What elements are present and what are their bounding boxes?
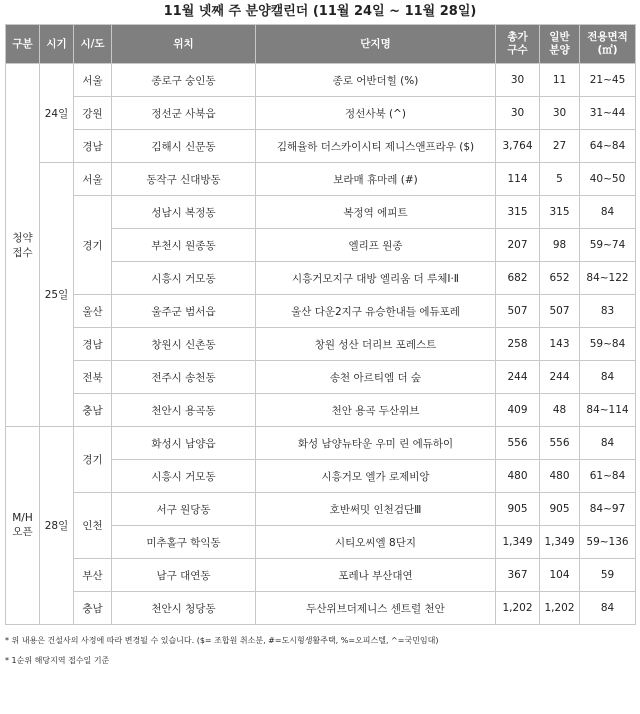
group-subscription-line1: 청약 [12, 232, 33, 244]
general-sale-cell: 48 [540, 394, 580, 427]
header-area-line1: 전용면적 [587, 31, 628, 43]
area-cell: 21~45 [580, 64, 636, 97]
group-subscription [6, 64, 40, 427]
area-cell: 84 [580, 361, 636, 394]
total-units-cell: 315 [496, 196, 540, 229]
location-cell: 전주시 송천동 [112, 361, 256, 394]
general-sale-cell: 652 [540, 262, 580, 295]
total-units-cell: 114 [496, 163, 540, 196]
header-area [580, 25, 636, 64]
header-period: 시기 [40, 25, 74, 64]
total-units-cell: 480 [496, 460, 540, 493]
period-28: 28일 [40, 427, 74, 625]
footnote-legend: * 위 내용은 건설사의 사정에 따라 변경될 수 있습니다. ($= 조합원 취소분, #=도시형생활주택, %=오피스텔, ^=국민임대) [5, 636, 439, 645]
location-cell: 서구 원당동 [112, 493, 256, 526]
region-cell: 전북 [74, 361, 112, 394]
complex-cell: 정선사북 (^) [256, 97, 496, 130]
footnotes [5, 631, 640, 671]
table-row [6, 130, 636, 163]
area-cell: 84~114 [580, 394, 636, 427]
general-sale-cell: 480 [540, 460, 580, 493]
general-sale-cell: 1,202 [540, 592, 580, 625]
complex-cell: 송천 아르티엠 더 숲 [256, 361, 496, 394]
location-cell: 미추홀구 학익동 [112, 526, 256, 559]
region-cell: 경남 [74, 328, 112, 361]
area-cell: 40~50 [580, 163, 636, 196]
total-units-cell: 905 [496, 493, 540, 526]
general-sale-cell: 315 [540, 196, 580, 229]
complex-cell: 호반써밋 인천검단Ⅲ [256, 493, 496, 526]
period-24: 24일 [40, 64, 74, 163]
general-sale-cell: 1,349 [540, 526, 580, 559]
area-cell: 83 [580, 295, 636, 328]
table-row [6, 361, 636, 394]
general-sale-cell: 27 [540, 130, 580, 163]
area-cell: 84 [580, 592, 636, 625]
general-sale-cell: 104 [540, 559, 580, 592]
header-general-sale-line1: 일반 [549, 31, 570, 43]
header-complex: 단지명 [256, 25, 496, 64]
area-cell: 84 [580, 196, 636, 229]
region-cell: 경기 [74, 196, 112, 295]
region-cell: 충남 [74, 394, 112, 427]
general-sale-cell: 507 [540, 295, 580, 328]
complex-cell: 시흥거모지구 대방 엘리움 더 루체Ⅰ·Ⅱ [256, 262, 496, 295]
period-25: 25일 [40, 163, 74, 427]
complex-cell: 엘리프 원종 [256, 229, 496, 262]
location-cell: 천안시 용곡동 [112, 394, 256, 427]
header-area-line2: (㎡) [597, 44, 618, 56]
location-cell: 남구 대연동 [112, 559, 256, 592]
total-units-cell: 1,349 [496, 526, 540, 559]
total-units-cell: 367 [496, 559, 540, 592]
general-sale-cell: 244 [540, 361, 580, 394]
area-cell: 64~84 [580, 130, 636, 163]
table-row [6, 592, 636, 625]
header-general-sale-line2: 분양 [549, 44, 570, 56]
location-cell: 천안시 청당동 [112, 592, 256, 625]
schedule-table [5, 24, 636, 625]
complex-cell: 울산 다운2지구 유승한내들 에듀포레 [256, 295, 496, 328]
complex-cell: 시흥거모 엘가 로제비앙 [256, 460, 496, 493]
header-category: 구분 [6, 25, 40, 64]
region-cell: 인천 [74, 493, 112, 559]
location-cell: 시흥시 거모동 [112, 262, 256, 295]
complex-cell: 김해율하 더스카이시티 제니스앤프라우 ($) [256, 130, 496, 163]
group-mh-line2: 오픈 [12, 526, 33, 538]
location-cell: 동작구 신대방동 [112, 163, 256, 196]
region-cell: 경기 [74, 427, 112, 493]
header-total-units-line1: 총가 [507, 31, 528, 43]
region-cell: 울산 [74, 295, 112, 328]
header-total-units-line2: 구수 [507, 44, 528, 56]
area-cell: 84 [580, 427, 636, 460]
total-units-cell: 30 [496, 97, 540, 130]
area-cell: 84~97 [580, 493, 636, 526]
table-row [6, 559, 636, 592]
general-sale-cell: 30 [540, 97, 580, 130]
header-total-units [496, 25, 540, 64]
header-general-sale [540, 25, 580, 64]
region-cell: 경남 [74, 130, 112, 163]
region-cell: 강원 [74, 97, 112, 130]
total-units-cell: 1,202 [496, 592, 540, 625]
region-cell: 부산 [74, 559, 112, 592]
area-cell: 61~84 [580, 460, 636, 493]
location-cell: 성남시 복정동 [112, 196, 256, 229]
area-cell: 59 [580, 559, 636, 592]
general-sale-cell: 905 [540, 493, 580, 526]
footnote-basis: * 1순위 해당지역 접수일 기준 [5, 656, 110, 665]
table-row [6, 97, 636, 130]
total-units-cell: 207 [496, 229, 540, 262]
area-cell: 59~136 [580, 526, 636, 559]
table-row [6, 295, 636, 328]
complex-cell: 시티오씨엘 8단지 [256, 526, 496, 559]
group-mh-open [6, 427, 40, 625]
total-units-cell: 682 [496, 262, 540, 295]
general-sale-cell: 98 [540, 229, 580, 262]
total-units-cell: 244 [496, 361, 540, 394]
area-cell: 84~122 [580, 262, 636, 295]
total-units-cell: 3,764 [496, 130, 540, 163]
table-row [6, 493, 636, 526]
general-sale-cell: 11 [540, 64, 580, 97]
location-cell: 부천시 원종동 [112, 229, 256, 262]
table-row [6, 196, 636, 229]
table-row [6, 163, 636, 196]
region-cell: 서울 [74, 163, 112, 196]
location-cell: 창원시 신촌동 [112, 328, 256, 361]
complex-cell: 화성 남양뉴타운 우미 린 에듀하이 [256, 427, 496, 460]
area-cell: 59~74 [580, 229, 636, 262]
general-sale-cell: 5 [540, 163, 580, 196]
table-row [6, 64, 636, 97]
complex-cell: 보라매 휴마레 (#) [256, 163, 496, 196]
total-units-cell: 556 [496, 427, 540, 460]
total-units-cell: 30 [496, 64, 540, 97]
table-row [6, 328, 636, 361]
table-row [6, 427, 636, 460]
complex-cell: 두산위브더제니스 센트럴 천안 [256, 592, 496, 625]
total-units-cell: 507 [496, 295, 540, 328]
table-row [6, 394, 636, 427]
general-sale-cell: 556 [540, 427, 580, 460]
location-cell: 김해시 신문동 [112, 130, 256, 163]
location-cell: 종로구 숭인동 [112, 64, 256, 97]
area-cell: 59~84 [580, 328, 636, 361]
complex-cell: 천안 용곡 두산위브 [256, 394, 496, 427]
total-units-cell: 409 [496, 394, 540, 427]
header-region: 시/도 [74, 25, 112, 64]
complex-cell: 포레나 부산대연 [256, 559, 496, 592]
complex-cell: 종로 어반더힐 (%) [256, 64, 496, 97]
group-subscription-line2: 접수 [12, 247, 33, 259]
region-cell: 충남 [74, 592, 112, 625]
location-cell: 울주군 범서읍 [112, 295, 256, 328]
region-cell: 서울 [74, 64, 112, 97]
total-units-cell: 258 [496, 328, 540, 361]
general-sale-cell: 143 [540, 328, 580, 361]
area-cell: 31~44 [580, 97, 636, 130]
group-mh-line1: M/H [12, 512, 33, 524]
header-row [6, 25, 636, 64]
complex-cell: 복정역 에피트 [256, 196, 496, 229]
header-location: 위치 [112, 25, 256, 64]
page-title: 11월 넷째 주 분양캘린더 (11월 24일 ~ 11월 28일) [163, 4, 477, 19]
location-cell: 정선군 사북읍 [112, 97, 256, 130]
complex-cell: 창원 성산 더리브 포레스트 [256, 328, 496, 361]
location-cell: 시흥시 거모동 [112, 460, 256, 493]
location-cell: 화성시 남양읍 [112, 427, 256, 460]
